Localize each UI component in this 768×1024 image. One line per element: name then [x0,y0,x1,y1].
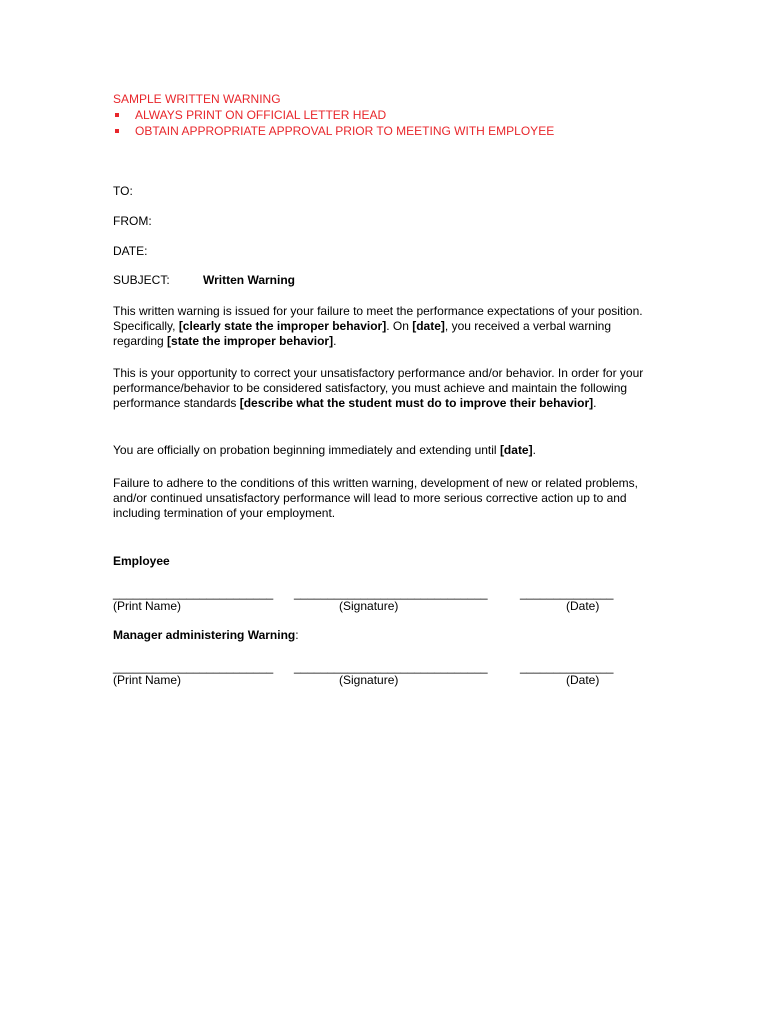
square-bullet-icon [115,113,119,117]
placeholder-standards: [describe what the student must do to improve their behavior] [239,396,594,410]
placeholder-behavior: [clearly state the improper behavior] [178,319,387,333]
from-label: FROM: [113,214,152,228]
placeholder-date: [date] [499,443,533,457]
placeholder-date: [date] [412,319,445,333]
paragraph-text: This is your opportunity to correct your unsatisfactory performance and/or behavior. In order for your performance/behavior to be considered satisfactory, you must achieve and maintain the following performance standards [113,366,644,410]
date-label: DATE: [113,244,148,258]
instructions-list [113,108,554,139]
instruction-text: OBTAIN APPROPRIATE APPROVAL PRIOR TO MEETING WITH EMPLOYEE [135,123,555,138]
paragraph-text: . [593,396,597,410]
employee-print-name-caption: (Print Name) [113,599,182,613]
instruction-text: ALWAYS PRINT ON OFFICIAL LETTER HEAD [135,108,387,122]
instructions-title: SAMPLE WRITTEN WARNING [113,92,281,106]
paragraph-text: . [532,443,536,457]
manager-signature-line[interactable]: _____________________________ [294,660,488,674]
to-label: TO: [113,184,133,198]
paragraph-opportunity [113,366,653,411]
subject-label: SUBJECT: [113,273,170,287]
paragraph-failure [113,304,653,349]
manager-section-label [113,628,299,643]
paragraph-text: . [333,334,337,348]
square-bullet-icon [115,129,119,133]
manager-label-text: Manager administering Warning [113,628,296,642]
employee-signature-caption: (Signature) [339,599,399,613]
manager-signature-caption: (Signature) [339,673,399,687]
employee-date-line[interactable]: ______________ [520,586,614,600]
manager-label-colon: : [295,628,299,642]
paragraph-probation [113,443,653,458]
paragraph-text: , you received a verbal warning regarding [113,319,611,348]
paragraph-text: You are officially on probation beginning immediately and extending until [113,443,500,457]
paragraph-text: This written warning is issued for your failure to meet the performance expectations of your position. Specifically, [113,304,643,333]
manager-print-name-line[interactable]: ________________________ [113,660,274,674]
placeholder-behavior: [state the improper behavior] [167,334,334,348]
employee-date-caption: (Date) [566,599,600,613]
paragraph-consequences: Failure to adhere to the conditions of this written warning, development of new or related problems, and/or continued unsatisfactory performance will lead to more serious corrective action up to and including termination of your employment. [113,476,638,520]
subject-value: Written Warning [203,273,295,287]
manager-date-line[interactable]: ______________ [520,660,614,674]
manager-date-caption: (Date) [566,673,600,687]
instruction-item [113,124,554,140]
manager-print-name-caption: (Print Name) [113,673,182,687]
instruction-item [113,108,554,124]
paragraph-text: . On [386,319,413,333]
employee-print-name-line[interactable]: ________________________ [113,586,274,600]
employee-signature-line[interactable]: _____________________________ [294,586,488,600]
employee-section-label: Employee [113,554,170,568]
